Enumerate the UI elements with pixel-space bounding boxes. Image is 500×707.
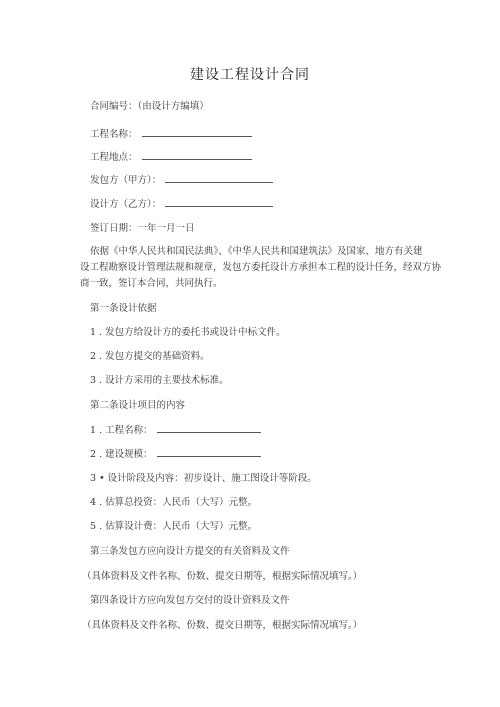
client-blank — [165, 174, 273, 183]
article-1-item: 1 . 发包方给设计方的委托书或设计中标文件。 — [90, 327, 286, 338]
article-2-project-name-blank — [157, 424, 261, 433]
article-4-note: （具体资料及文件名称、份数、提交日期等，根据实际情况填写。） — [82, 620, 363, 631]
article-2-item-project-name — [90, 422, 261, 436]
article-1-heading: 第一条设计依据 — [90, 303, 157, 314]
article-1-item: 2 . 发包方提交的基础资料。 — [90, 351, 210, 362]
client-row — [90, 172, 273, 186]
intro-line-2: 设工程勘察设计管理法规和规章，发包方委托设计方承担本工程的设计任务，经双方协 — [80, 262, 442, 273]
article-4-heading: 第四条设计方应向发包方交付的设计资料及文件 — [90, 595, 290, 606]
client-label: 发包方（甲方）： — [90, 175, 162, 186]
sign-date: 签订日期：一年一月一日 — [90, 223, 195, 234]
article-2-item-label: 1 . 工程名称： — [90, 425, 153, 436]
project-site-label: 工程地点： — [90, 152, 138, 163]
article-3-note: （具体资料及文件名称、份数、提交日期等，根据实际情况填写。） — [82, 571, 363, 582]
contract-number: 合同编号：（由设计方编填） — [90, 101, 209, 112]
article-2-item-label: 2 . 建设规模： — [90, 449, 153, 460]
article-1-item: 3 . 设计方采用的主要技术标准。 — [90, 375, 229, 386]
project-site-blank — [142, 151, 252, 160]
project-site-row — [90, 149, 252, 163]
article-2-heading: 第二条设计项目的内容 — [90, 400, 186, 411]
project-name-label: 工程名称： — [90, 129, 138, 140]
article-2-scale-blank — [157, 448, 261, 457]
article-2-item: 4 . 估算总投资：人民币（大写）元整。 — [90, 497, 258, 508]
designer-row — [90, 196, 273, 210]
intro-line-3: 商一致，签订本合同，共同执行。 — [80, 278, 223, 289]
intro-line-1: 依据《中华人民共和国民法典》、《中华人民共和国建筑法》及国家、地方有关建 — [90, 246, 423, 257]
designer-label: 设计方（乙方）： — [90, 199, 162, 210]
intro-paragraph — [80, 244, 442, 292]
designer-blank — [165, 198, 273, 207]
project-name-blank — [142, 128, 252, 137]
article-2-item: 3 • 设计阶段及内容：初步设计、施工图设计等阶段。 — [90, 473, 317, 484]
document-title: 建设工程设计合同 — [190, 67, 310, 83]
article-3-heading: 第三条发包方应向设计方提交的有关资料及文件 — [90, 546, 290, 557]
article-2-item: 5 . 估算设计费：人民币（大写）元整。 — [90, 521, 258, 532]
project-name-row — [90, 126, 252, 140]
article-2-item-scale — [90, 446, 261, 460]
